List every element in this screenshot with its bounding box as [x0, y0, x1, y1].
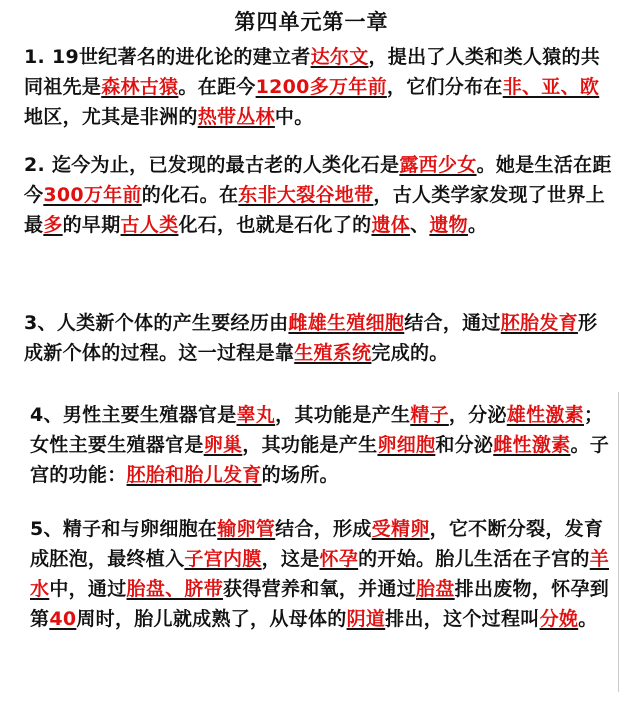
answer-highlight: 1200多万年前 — [255, 76, 387, 98]
answer-highlight: 卵细胞 — [377, 434, 436, 456]
body-text: 形成新个体的过程。这一过程是靠 — [24, 312, 598, 364]
body-text: ；女性主要生殖器官是 — [30, 404, 604, 456]
body-text: ，分泌 — [448, 404, 507, 426]
body-text: 。 — [467, 214, 488, 236]
answer-highlight: 羊水 — [30, 548, 610, 600]
body-text: ，这是 — [261, 548, 320, 570]
body-text: 2. 迄今为止，已发现的最古老的人类化石是 — [24, 154, 400, 176]
body-text: ，它不断分裂，发育成胚泡，最终植入 — [30, 518, 604, 570]
paragraph-2 — [24, 150, 614, 240]
answer-highlight: 雌雄生殖细胞 — [288, 312, 405, 334]
body-text: 。 — [578, 608, 598, 630]
body-text: 中。 — [274, 106, 314, 128]
body-text: 中，通过 — [49, 578, 127, 600]
answer-highlight: 露西少女 — [399, 154, 477, 176]
body-text: 完成的。 — [371, 342, 449, 364]
body-text: 和分泌 — [435, 434, 494, 456]
body-text: 结合，通过 — [404, 312, 501, 334]
page-edge-divider — [618, 392, 619, 692]
answer-highlight: 300万年前 — [43, 184, 142, 206]
answer-highlight: 阴道 — [346, 608, 386, 630]
answer-highlight: 多 — [43, 214, 63, 236]
body-text: 4、男性主要生殖器官是 — [30, 404, 237, 426]
answer-highlight: 森林古猿 — [101, 76, 179, 98]
answer-highlight: 雄性激素 — [506, 404, 584, 426]
paragraph-1 — [24, 42, 614, 132]
answer-highlight: 胚胎发育 — [500, 312, 578, 334]
answer-highlight: 雌性激素 — [493, 434, 571, 456]
answer-highlight: 怀孕 — [319, 548, 359, 570]
answer-highlight: 胎盘、脐带 — [126, 578, 224, 600]
body-text: 化石，也就是石化了的 — [178, 214, 372, 236]
body-text: 的场所。 — [261, 464, 339, 486]
paragraph-5 — [30, 514, 614, 634]
body-text: 。她是生活在距今 — [24, 154, 612, 206]
body-text: ，其功能是产生 — [242, 434, 378, 456]
paragraph-3 — [24, 308, 614, 368]
body-text: 结合，形成 — [275, 518, 372, 540]
answer-highlight: 东非大裂谷地带 — [238, 184, 374, 206]
answer-highlight: 达尔文 — [310, 46, 369, 68]
answer-highlight: 分娩 — [539, 608, 579, 630]
body-text: ，它们分布在 — [386, 76, 503, 98]
answer-highlight: 40 — [49, 608, 77, 630]
body-text: 。子宫的功能： — [30, 434, 610, 486]
body-text: ，其功能是产生 — [275, 404, 411, 426]
answer-highlight: 睾丸 — [236, 404, 276, 426]
body-text: 5、精子和与卵细胞在 — [30, 518, 218, 540]
answer-highlight: 非、亚、欧 — [502, 76, 600, 98]
answer-highlight: 精子 — [410, 404, 449, 426]
body-text: 排出废物，怀孕到第 — [30, 578, 610, 630]
body-text: 。在距今 — [178, 76, 256, 98]
body-text: ，提出了人类和类人猿的共同祖先是 — [24, 46, 601, 98]
body-text: 3、人类新个体的产生要经历由 — [24, 312, 289, 334]
body-text: 周时，胎儿就成熟了，从母体的 — [76, 608, 347, 630]
body-text: 的早期 — [62, 214, 121, 236]
body-text: 排出，这个过程叫 — [385, 608, 540, 630]
answer-highlight: 热带丛林 — [197, 106, 275, 128]
answer-highlight: 遗体 — [371, 214, 411, 236]
body-text: 地区，尤其是非洲的 — [24, 106, 198, 128]
body-text: 、 — [410, 214, 430, 236]
answer-highlight: 胎盘 — [416, 578, 455, 600]
paragraph-4 — [30, 400, 614, 490]
body-text: ，古人类学家发现了世界上最 — [24, 184, 606, 236]
body-text: 的开始。胎儿生活在子宫的 — [358, 548, 590, 570]
answer-highlight: 输卵管 — [217, 518, 276, 540]
answer-highlight: 卵巢 — [203, 434, 243, 456]
page-title: 第四单元第一章 — [234, 10, 389, 34]
answer-highlight: 生殖系统 — [294, 342, 372, 364]
answer-highlight: 遗物 — [429, 214, 468, 236]
answer-highlight: 胚胎和胎儿发育 — [126, 464, 262, 486]
answer-highlight: 受精卵 — [371, 518, 430, 540]
answer-highlight: 古人类 — [120, 214, 179, 236]
body-text: 的化石。在 — [141, 184, 239, 206]
answer-highlight: 子宫内膜 — [184, 548, 262, 570]
body-text: 1. 19世纪著名的进化论的建立者 — [24, 46, 311, 68]
body-text: 获得营养和氧，并通过 — [223, 578, 417, 600]
